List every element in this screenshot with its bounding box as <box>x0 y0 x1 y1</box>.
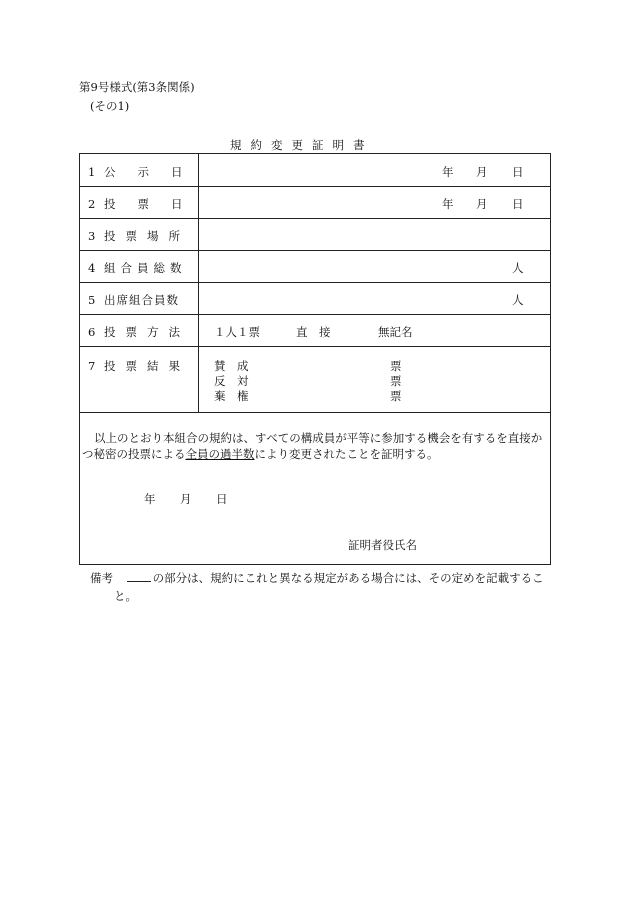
cert-date-month: 月 <box>180 492 192 506</box>
statement-majority-underlined: 全員の過半数 <box>185 447 255 461</box>
date-day-label: 日 <box>512 197 524 211</box>
cert-date-day: 日 <box>216 492 228 506</box>
date-year-label: 年 <box>442 165 454 179</box>
row-label-6: 6 投票方法 <box>88 325 190 339</box>
statement-line-1: 以上のとおり本組合の規約は、すべての構成員が平等に参加する機会を有するを直接か <box>94 431 543 445</box>
certification-statement-2 <box>82 446 548 462</box>
row-divider <box>80 250 550 251</box>
result-unit-vote: 票 <box>390 389 402 403</box>
date-month-label: 月 <box>476 165 488 179</box>
row-label-1: 1 公示日 <box>88 165 205 179</box>
unit-person-label: 人 <box>512 293 524 307</box>
date-month-label: 月 <box>476 197 488 211</box>
certification-statement <box>94 430 550 446</box>
date-year-label: 年 <box>442 197 454 211</box>
statement-line-2-post: により変更されたことを証明する。 <box>254 447 439 461</box>
note-line-2: と。 <box>114 589 137 603</box>
unit-person-label: 人 <box>512 261 524 275</box>
row-label-5: 5 出席組合員数 <box>88 293 179 307</box>
row-label-3: 3 投票場所 <box>88 229 190 243</box>
note-line-1 <box>90 570 544 586</box>
row-divider <box>80 282 550 283</box>
form-sub-number: (その1) <box>90 99 130 113</box>
method-direct: 直 接 <box>296 325 331 339</box>
method-secret: 無記名 <box>378 325 413 339</box>
cert-date-year: 年 <box>144 492 156 506</box>
row-divider <box>80 314 550 315</box>
row-divider <box>80 346 550 347</box>
result-label-for: 賛 成 <box>214 359 249 373</box>
result-unit-vote: 票 <box>390 374 402 388</box>
row-label-7: 7 投票結果 <box>88 359 190 373</box>
method-one-vote: １人１票 <box>214 325 260 339</box>
form-number: 第9号様式(第3条関係) <box>79 80 195 94</box>
note-text-1: の部分は、規約にこれと異なる規定がある場合には、その定めを記載するこ <box>152 571 544 585</box>
result-label-abstain: 棄 権 <box>214 389 249 403</box>
statement-line-2-pre: つ秘密の投票による <box>82 447 186 461</box>
result-unit-vote: 票 <box>390 359 402 373</box>
underline-marker <box>127 571 151 582</box>
certifier-label: 証明者役氏名 <box>348 538 417 552</box>
result-label-against: 反 対 <box>214 374 249 388</box>
row-divider <box>80 218 550 219</box>
document-title: 規約変更証明書 <box>230 138 374 152</box>
note-label: 備考 <box>90 571 113 585</box>
form-table <box>79 153 551 565</box>
row-divider <box>80 412 550 413</box>
date-day-label: 日 <box>512 165 524 179</box>
row-divider <box>80 186 550 187</box>
row-label-2: 2 投票日 <box>88 197 205 211</box>
column-divider <box>198 154 199 412</box>
row-label-4: 4 組合員総数 <box>88 261 187 275</box>
